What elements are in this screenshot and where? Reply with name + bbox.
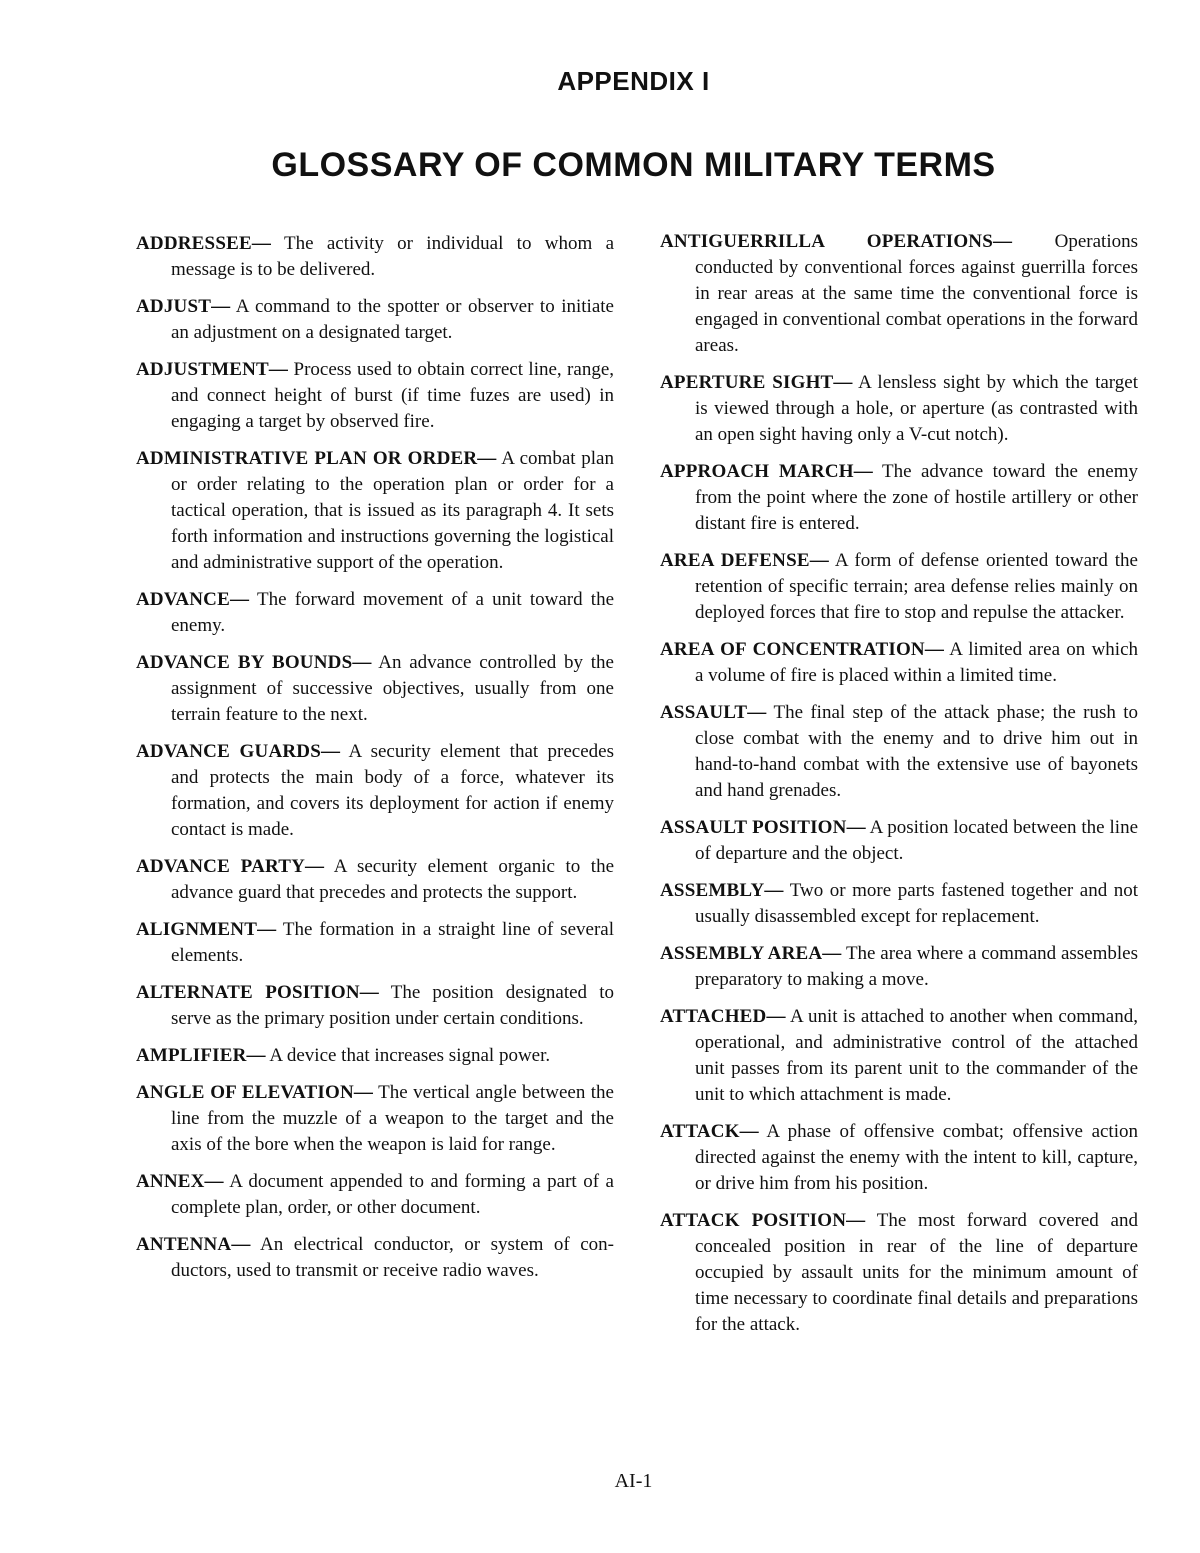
glossary-term: ASSAULT POSITION—	[660, 817, 866, 838]
glossary-entry	[660, 1119, 1138, 1197]
glossary-definition: A command to the spotter or observer to initiate an adjustment on a designated target.	[171, 296, 614, 343]
glossary-entry	[660, 637, 1138, 689]
glossary-definition: Two or more parts fastened together and not usually disassembled except for replacement.	[695, 880, 1138, 927]
glossary-entry	[660, 878, 1138, 930]
glossary-term: ATTACK—	[660, 1121, 759, 1142]
glossary-entry	[136, 294, 614, 346]
glossary-definition: A position located between the line of departure and the object.	[695, 817, 1139, 864]
glossary-definition: The position designated to serve as the primary position under certain conditions.	[171, 982, 614, 1029]
glossary-entry	[136, 1080, 614, 1158]
glossary-definition: The forward movement of a unit toward the enemy.	[171, 589, 614, 636]
glossary-term: ASSEMBLY—	[660, 880, 784, 901]
glossary-definition: A phase of offensive combat; offensive action directed against the enemy with the intent to kill, capture, or drive him from his position.	[695, 1121, 1138, 1194]
glossary-entry	[136, 980, 614, 1032]
glossary-term: ASSEMBLY AREA—	[660, 943, 842, 964]
glossary-term: AREA OF CONCENTRATION—	[660, 639, 945, 660]
glossary-definition: A combat plan or order relating to the operation plan or order for a tactical operation, that is issued as its paragraph 4. It sets forth information and instructions governing the logistical and administrative support of the operation.	[171, 448, 614, 573]
glossary-term: ADVANCE PARTY—	[136, 856, 325, 877]
glossary-definition: The final step of the attack phase; the rush to close combat with the enemy and to drive him out in hand-to-hand combat with the extensive use of bayonets and hand grenades.	[695, 702, 1138, 801]
glossary-term: ANTENNA—	[136, 1234, 251, 1255]
glossary-definition: A lensless sight by which the target is viewed through a hole, or aperture (as contrasted with an open sight having only a V-cut notch).	[695, 372, 1138, 445]
glossary-entry	[136, 1043, 614, 1069]
page-title: GLOSSARY OF COMMON MILITARY TERMS	[271, 146, 996, 184]
glossary-definition: An electrical conductor, or system of con-ductors, used to transmit or receive radio waves.	[171, 1234, 614, 1281]
glossary-entry	[660, 700, 1138, 804]
glossary-term: ALTERNATE POSITION—	[136, 982, 379, 1003]
glossary-entry	[660, 370, 1138, 448]
glossary-definition: The advance toward the enemy from the point where the zone of hostile artillery or other distant fire is entered.	[695, 461, 1139, 534]
glossary-entry	[136, 917, 614, 969]
glossary-definition: Process used to obtain correct line, range, and connect height of burst (if time fuzes are used) in engaging a target by observed fire.	[171, 359, 614, 432]
glossary-term: ANTIGUERRILLA OPERATIONS—	[660, 231, 1013, 252]
glossary-term: ADJUSTMENT—	[136, 359, 289, 380]
glossary-term: ADDRESSEE—	[136, 233, 272, 254]
glossary-entry	[136, 739, 614, 843]
glossary-entry	[660, 1004, 1138, 1108]
glossary-term: AMPLIFIER—	[136, 1045, 266, 1066]
glossary-definition: A form of defense oriented toward the retention of specific terrain; area defense relies mainly on deployed forces that fire to stop and repulse the attacker.	[695, 550, 1138, 623]
appendix-heading: APPENDIX I	[557, 66, 710, 96]
glossary-term: ANGLE OF ELEVATION—	[136, 1082, 374, 1103]
glossary-entry	[136, 357, 614, 435]
glossary-definition: A security element organic to the advance guard that precedes and protects the support.	[171, 856, 615, 903]
glossary-definition: The activity or individual to whom a message is to be delivered.	[171, 233, 614, 280]
glossary-term: ANNEX—	[136, 1171, 224, 1192]
glossary-left-column	[136, 231, 614, 1295]
page-number: AI-1	[614, 1470, 653, 1492]
glossary-entry	[660, 548, 1138, 626]
glossary-definition: An advance controlled by the assignment of successive objectives, usually from one terrain feature to the next.	[171, 652, 614, 725]
glossary-term: ADVANCE GUARDS—	[136, 741, 341, 762]
glossary-term: ADMINISTRATIVE PLAN OR ORDER—	[136, 448, 497, 469]
glossary-entry	[136, 587, 614, 639]
glossary-term: APERTURE SIGHT—	[660, 372, 853, 393]
glossary-definition: A unit is attached to another when command, operational, and administrative control of the attached unit passes from its parent unit to the commander of the unit to which attachment is made.	[695, 1006, 1138, 1105]
glossary-definition: The area where a command assembles preparatory to making a move.	[695, 943, 1138, 990]
glossary-entry	[136, 446, 614, 576]
glossary-term: ADVANCE—	[136, 589, 250, 610]
glossary-definition: The vertical angle between the line from the muzzle of a weapon to the target and the axis of the bore when the weapon is laid for range.	[171, 1082, 614, 1155]
glossary-term: APPROACH MARCH—	[660, 461, 873, 482]
glossary-definition: A device that increases signal power.	[265, 1045, 551, 1066]
glossary-definition: The most forward covered and concealed position in rear of the line of departure occupied by assault units for the minimum amount of time necessary to coordinate final details and preparations for the attack.	[695, 1210, 1138, 1335]
glossary-definition: Operations conducted by conventional forces against guerrilla forces in rear areas at the same time the conventional force is engaged in conventional combat operations in the forward areas.	[695, 231, 1138, 356]
glossary-entry	[136, 854, 614, 906]
glossary-term: ALIGNMENT—	[136, 919, 277, 940]
glossary-definition: The formation in a straight line of several elements.	[171, 919, 614, 966]
glossary-entry	[660, 459, 1138, 537]
glossary-term: ATTACK POSITION—	[660, 1210, 866, 1231]
glossary-entry	[136, 1169, 614, 1221]
glossary-entry	[136, 650, 614, 728]
glossary-term: AREA DEFENSE—	[660, 550, 829, 571]
glossary-entry	[136, 1232, 614, 1284]
glossary-definition: A limited area on which a volume of fire is placed within a limited time.	[695, 639, 1139, 686]
glossary-term: ATTACHED—	[660, 1006, 786, 1027]
glossary-entry	[660, 815, 1138, 867]
glossary-entry	[660, 229, 1138, 359]
glossary-term: ADJUST—	[136, 296, 231, 317]
glossary-entry	[660, 1208, 1138, 1338]
glossary-entry	[660, 941, 1138, 993]
glossary-definition: A document appended to and forming a part of a complete plan, order, or other document.	[171, 1171, 614, 1218]
glossary-term: ADVANCE BY BOUNDS—	[136, 652, 372, 673]
glossary-term: ASSAULT—	[660, 702, 767, 723]
glossary-right-column	[660, 229, 1138, 1349]
glossary-entry	[136, 231, 614, 283]
glossary-definition: A security element that precedes and protects the main body of a force, whatever its formation, and covers its deployment for action if enemy contact is made.	[171, 741, 615, 840]
